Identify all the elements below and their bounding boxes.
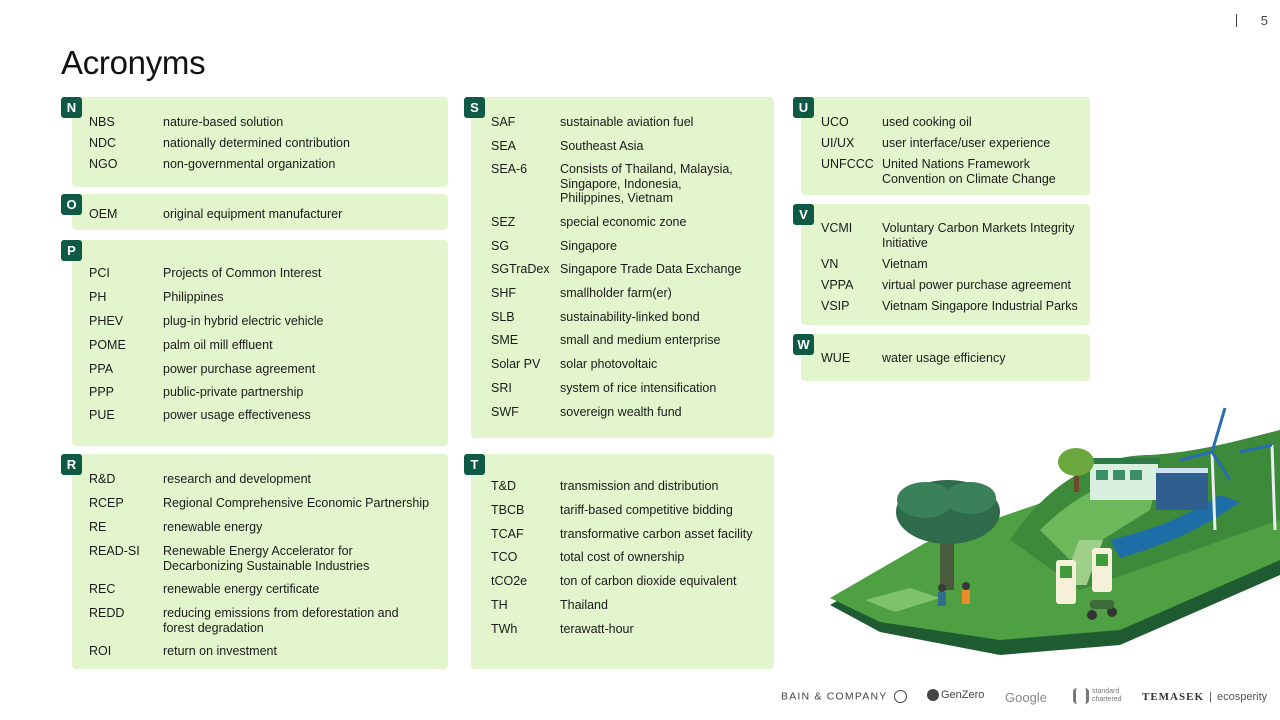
section-letter-o: O bbox=[61, 194, 82, 215]
acronym-abbr: REDD bbox=[89, 606, 125, 620]
scooter-wheel bbox=[1087, 610, 1097, 620]
acronym-definition: sovereign wealth fund bbox=[560, 405, 682, 419]
acronym-abbr: SLB bbox=[491, 310, 515, 324]
acronym-definition: palm oil mill effluent bbox=[163, 338, 273, 352]
acronym-abbr: VN bbox=[821, 257, 839, 271]
acronym-definition: used cooking oil bbox=[882, 115, 972, 129]
acronym-abbr: NBS bbox=[89, 115, 115, 129]
acronym-definition: special economic zone bbox=[560, 215, 687, 229]
acronym-definition: public-private partnership bbox=[163, 385, 304, 399]
solar-panels-frame bbox=[1156, 468, 1208, 473]
acronym-definition: Projects of Common Interest bbox=[163, 266, 322, 280]
section-letter-t: T bbox=[464, 454, 485, 475]
building-window bbox=[1096, 470, 1108, 480]
section-letter-v: V bbox=[793, 204, 814, 225]
acronym-abbr: R&D bbox=[89, 472, 116, 486]
acronym-abbr: PUE bbox=[89, 408, 115, 422]
acronym-definition: ton of carbon dioxide equivalent bbox=[560, 574, 737, 588]
acronym-definition: power purchase agreement bbox=[163, 362, 316, 376]
acronym-definition: Voluntary Carbon Markets Integrity Initiative bbox=[882, 221, 1075, 250]
acronym-abbr: TH bbox=[491, 598, 508, 612]
acronym-abbr: SAF bbox=[491, 115, 516, 129]
standard-chartered-logo-text: standard chartered bbox=[1092, 688, 1122, 703]
page-number: 5 bbox=[1260, 13, 1268, 28]
acronym-abbr: SGTraDex bbox=[491, 262, 550, 276]
acronym-abbr: tCO2e bbox=[491, 574, 528, 588]
acronym-definition: Thailand bbox=[560, 598, 608, 612]
acronym-abbr: UNFCCC bbox=[821, 157, 874, 171]
acronym-definition: user interface/user experience bbox=[882, 136, 1051, 150]
section-letter-n: N bbox=[61, 97, 82, 118]
acronym-definition: water usage efficiency bbox=[882, 351, 1006, 365]
standard-chartered-logo-icon bbox=[1073, 688, 1089, 704]
building-window bbox=[1130, 470, 1142, 480]
acronym-definition: power usage effectiveness bbox=[163, 408, 311, 422]
page-title: Acronyms bbox=[61, 44, 206, 81]
acronym-definition: return on investment bbox=[163, 644, 277, 658]
acronym-abbr: ROI bbox=[89, 644, 112, 658]
acronym-abbr: VPPA bbox=[821, 278, 854, 292]
acronym-definition: solar photovoltaic bbox=[560, 357, 658, 371]
building-roof bbox=[1088, 458, 1160, 464]
acronym-abbr: READ-SI bbox=[89, 544, 140, 558]
acronym-abbr: VCMI bbox=[821, 221, 853, 235]
acronym-definition: nationally determined contribution bbox=[163, 136, 350, 150]
acronym-definition: small and medium enterprise bbox=[560, 333, 721, 347]
person bbox=[962, 590, 970, 604]
acronym-definition: tariff-based competitive bidding bbox=[560, 503, 733, 517]
scooter-body bbox=[1090, 600, 1114, 609]
acronym-abbr: PPA bbox=[89, 362, 114, 376]
acronym-definition: Renewable Energy Accelerator for Decarbonizing Sustainable Industries bbox=[163, 544, 370, 573]
acronym-abbr: RCEP bbox=[89, 496, 124, 510]
acronym-abbr: SWF bbox=[491, 405, 519, 419]
section-letter-w: W bbox=[793, 334, 814, 355]
acronym-abbr: NGO bbox=[89, 157, 118, 171]
acronym-definition: total cost of ownership bbox=[560, 550, 685, 564]
acronym-abbr: OEM bbox=[89, 207, 118, 221]
acronym-definition: renewable energy bbox=[163, 520, 263, 534]
acronym-abbr: PH bbox=[89, 290, 107, 304]
acronym-abbr: WUE bbox=[821, 351, 851, 365]
small-tree-canopy bbox=[1058, 448, 1094, 476]
bain-logo bbox=[781, 690, 907, 703]
ev-charger-screen bbox=[1060, 566, 1072, 578]
standard-chartered-logo bbox=[1073, 688, 1124, 704]
acronym-definition: sustainable aviation fuel bbox=[560, 115, 694, 129]
acronym-abbr: SG bbox=[491, 239, 510, 253]
acronym-abbr: SHF bbox=[491, 286, 516, 300]
acronym-abbr: PCI bbox=[89, 266, 110, 280]
acronym-abbr: RE bbox=[89, 520, 107, 534]
solar-panels bbox=[1156, 468, 1208, 510]
google-logo: Google bbox=[1005, 690, 1047, 705]
acronym-definition: reducing emissions from deforestation and forest degradation bbox=[163, 606, 399, 635]
acronym-definition: virtual power purchase agreement bbox=[882, 278, 1071, 292]
acronym-definition: renewable energy certificate bbox=[163, 582, 320, 596]
acronym-abbr: TBCB bbox=[491, 503, 525, 517]
acronym-abbr: NDC bbox=[89, 136, 117, 150]
acronym-abbr: SME bbox=[491, 333, 519, 347]
temasek-logo bbox=[1142, 691, 1267, 703]
acronym-definition: Vietnam bbox=[882, 257, 928, 271]
acronym-definition: transformative carbon asset facility bbox=[560, 527, 753, 541]
section-letter-r: R bbox=[61, 454, 82, 475]
acronym-abbr: SRI bbox=[491, 381, 512, 395]
logo-divider: | bbox=[1209, 691, 1212, 703]
acronym-definition: original equipment manufacturer bbox=[163, 207, 343, 221]
bain-logo-icon bbox=[894, 690, 907, 703]
acronym-definition: non-governmental organization bbox=[163, 157, 336, 171]
acronym-abbr: REC bbox=[89, 582, 116, 596]
acronym-abbr: SEA bbox=[491, 139, 517, 153]
acronym-abbr: TCAF bbox=[491, 527, 524, 541]
building-window bbox=[1113, 470, 1125, 480]
acronym-definition: Singapore Trade Data Exchange bbox=[560, 262, 742, 276]
acronym-definition: transmission and distribution bbox=[560, 479, 719, 493]
genzero-logo bbox=[927, 689, 984, 701]
acronym-definition: terawatt-hour bbox=[560, 622, 634, 636]
ecosperity-logo-text: ecosperity bbox=[1217, 691, 1268, 703]
acronym-abbr: UCO bbox=[821, 115, 849, 129]
acronym-definition: Philippines bbox=[163, 290, 224, 304]
acronym-definition: Singapore bbox=[560, 239, 617, 253]
section-letter-p: P bbox=[61, 240, 82, 261]
genzero-logo-text: GenZero bbox=[941, 689, 985, 701]
acronym-abbr: TCO bbox=[491, 550, 518, 564]
acronym-abbr: T&D bbox=[491, 479, 516, 493]
acronym-definition: nature-based solution bbox=[163, 115, 284, 129]
acronym-definition: system of rice intensification bbox=[560, 381, 717, 395]
ev-charger-screen bbox=[1096, 554, 1108, 566]
acronym-definition: Regional Comprehensive Economic Partnership bbox=[163, 496, 430, 510]
tree-canopy bbox=[944, 482, 996, 514]
person bbox=[962, 582, 970, 590]
acronym-abbr: SEA-6 bbox=[491, 162, 528, 176]
genzero-logo-icon bbox=[927, 689, 939, 701]
person bbox=[938, 584, 946, 592]
temasek-logo-text: TEMASEK bbox=[1142, 691, 1205, 703]
acronym-definition: Vietnam Singapore Industrial Parks bbox=[882, 299, 1078, 313]
acronym-definition: sustainability-linked bond bbox=[560, 310, 700, 324]
acronym-abbr: TWh bbox=[491, 622, 518, 636]
acronym-abbr: Solar PV bbox=[491, 357, 541, 371]
acronym-abbr: SEZ bbox=[491, 215, 516, 229]
acronym-abbr: PPP bbox=[89, 385, 115, 399]
acronym-definition: United Nations Framework Convention on Climate Change bbox=[882, 157, 1056, 186]
acronym-abbr: PHEV bbox=[89, 314, 124, 328]
acronym-abbr: VSIP bbox=[821, 299, 850, 313]
person bbox=[938, 592, 946, 606]
section-letter-u: U bbox=[793, 97, 814, 118]
acronym-definition: research and development bbox=[163, 472, 312, 486]
acronym-definition: Southeast Asia bbox=[560, 139, 644, 153]
section-letter-s: S bbox=[464, 97, 485, 118]
eco-island-illustration bbox=[820, 400, 1280, 665]
page-number-separator bbox=[1236, 14, 1237, 27]
acronym-abbr: UI/UX bbox=[821, 136, 855, 150]
building bbox=[1090, 462, 1158, 500]
acronym-abbr: POME bbox=[89, 338, 126, 352]
bain-logo-text: BAIN & COMPANY bbox=[781, 690, 888, 703]
acronym-definition: Consists of Thailand, Malaysia, Singapore, Indonesia, Philippines, Vietnam bbox=[560, 162, 733, 205]
acronym-definition: smallholder farm(er) bbox=[560, 286, 672, 300]
acronym-definition: plug-in hybrid electric vehicle bbox=[163, 314, 324, 328]
